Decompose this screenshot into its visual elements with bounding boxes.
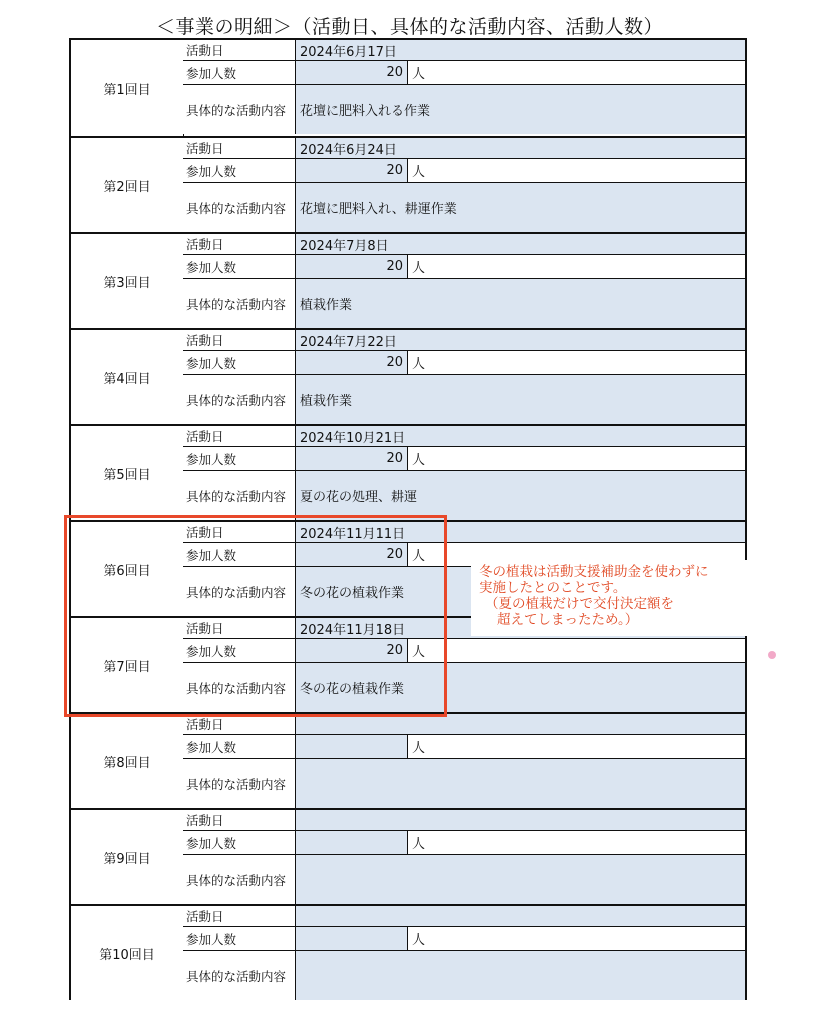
date-row [183, 810, 745, 831]
date-label: 活動日 [183, 906, 296, 927]
date-value[interactable] [296, 906, 745, 927]
participants-label: 参加人数 [183, 447, 296, 471]
date-value[interactable] [296, 714, 745, 735]
note-line-1: 冬の植栽は活動支援補助金を使わずに [479, 564, 709, 580]
content-value[interactable]: 花壇に肥料入れ、耕運作業 [296, 183, 745, 232]
date-label: 活動日 [183, 234, 296, 255]
content-label: 具体的な活動内容 [183, 279, 296, 328]
date-value[interactable]: 2024年11月11日 [296, 522, 745, 543]
participants-label: 参加人数 [183, 831, 296, 855]
date-label: 活動日 [183, 330, 296, 351]
date-label: 活動日 [183, 40, 296, 61]
participants-row [183, 735, 745, 759]
content-value[interactable]: 植栽作業 [296, 375, 745, 424]
date-row [183, 40, 745, 61]
participants-label: 参加人数 [183, 543, 296, 567]
content-row [183, 279, 745, 328]
participants-unit: 人 [408, 927, 745, 951]
participants-label: 参加人数 [183, 735, 296, 759]
session-label: 第5回目 [71, 426, 184, 520]
content-row [183, 183, 745, 232]
content-label: 具体的な活動内容 [183, 375, 296, 424]
date-row [183, 906, 745, 927]
date-label: 活動日 [183, 714, 296, 735]
content-row [183, 375, 745, 424]
session-block [71, 232, 745, 328]
participants-unit: 人 [408, 255, 745, 279]
content-label: 具体的な活動内容 [183, 663, 296, 712]
participants-unit: 人 [408, 159, 745, 183]
date-row [183, 714, 745, 735]
participants-unit: 人 [408, 831, 745, 855]
participants-unit: 人 [408, 639, 745, 663]
participants-label: 参加人数 [183, 639, 296, 663]
date-row [183, 522, 745, 543]
participants-row [183, 255, 745, 279]
date-value[interactable]: 2024年10月21日 [296, 426, 745, 447]
date-label: 活動日 [183, 618, 296, 639]
participants-row [183, 639, 745, 663]
date-row [183, 234, 745, 255]
participants-value[interactable]: 20 [296, 543, 408, 567]
content-value[interactable] [296, 951, 745, 1000]
content-label: 具体的な活動内容 [183, 759, 296, 808]
session-block [71, 136, 745, 232]
session-label: 第1回目 [71, 40, 184, 136]
date-value[interactable]: 2024年6月17日 [296, 40, 745, 61]
session-block [71, 40, 745, 136]
participants-unit: 人 [408, 61, 745, 85]
content-label: 具体的な活動内容 [183, 183, 296, 232]
date-row [183, 330, 745, 351]
participants-unit: 人 [408, 351, 745, 375]
content-value[interactable]: 花壇に肥料入れる作業 [296, 85, 745, 134]
participants-unit: 人 [408, 543, 745, 567]
page-title: ＜事業の明細＞（活動日、具体的な活動内容、活動人数） [155, 16, 663, 38]
participants-value[interactable] [296, 735, 408, 759]
participants-value[interactable]: 20 [296, 61, 408, 85]
content-value[interactable]: 植栽作業 [296, 279, 745, 328]
participants-value[interactable]: 20 [296, 159, 408, 183]
content-row [183, 85, 745, 134]
content-value[interactable]: 冬の花の植栽作業 [296, 567, 745, 616]
participants-label: 参加人数 [183, 351, 296, 375]
content-row [183, 951, 745, 1000]
session-block [71, 712, 745, 808]
date-value[interactable]: 2024年7月22日 [296, 330, 745, 351]
session-label: 第10回目 [71, 906, 184, 1000]
participants-unit: 人 [408, 735, 745, 759]
date-row [183, 426, 745, 447]
note-line-3: （夏の植栽だけで交付決定額を [485, 596, 674, 612]
participants-label: 参加人数 [183, 159, 296, 183]
date-value[interactable] [296, 810, 745, 831]
content-value[interactable] [296, 759, 745, 808]
note-line-4: 超えてしまったため。） [497, 612, 639, 628]
content-label: 具体的な活動内容 [183, 855, 296, 904]
date-row [183, 138, 745, 159]
date-value[interactable]: 2024年6月24日 [296, 138, 745, 159]
participants-label: 参加人数 [183, 61, 296, 85]
participants-value[interactable]: 20 [296, 351, 408, 375]
participants-label: 参加人数 [183, 255, 296, 279]
session-block [71, 328, 745, 424]
content-label: 具体的な活動内容 [183, 85, 296, 134]
date-value[interactable]: 2024年7月8日 [296, 234, 745, 255]
participants-value[interactable] [296, 927, 408, 951]
content-value[interactable]: 冬の花の植栽作業 [296, 663, 745, 712]
session-block [71, 424, 745, 520]
content-row [183, 759, 745, 808]
activity-table [69, 38, 747, 1000]
content-row [183, 663, 745, 712]
session-label: 第8回目 [71, 714, 184, 808]
content-row [183, 855, 745, 904]
session-label: 第3回目 [71, 234, 184, 328]
date-value[interactable]: 2024年11月18日 [296, 618, 745, 639]
participants-value[interactable]: 20 [296, 255, 408, 279]
participants-value[interactable]: 20 [296, 639, 408, 663]
participants-value[interactable] [296, 831, 408, 855]
date-label: 活動日 [183, 138, 296, 159]
participants-row [183, 927, 745, 951]
content-row [183, 471, 745, 520]
participants-row [183, 831, 745, 855]
date-label: 活動日 [183, 810, 296, 831]
session-label: 第4回目 [71, 330, 184, 424]
participants-row [183, 61, 745, 85]
note-line-2: 実施したとのことです。 [479, 580, 627, 596]
session-block [71, 808, 745, 904]
annotation-note [471, 560, 771, 636]
content-label: 具体的な活動内容 [183, 567, 296, 616]
content-label: 具体的な活動内容 [183, 471, 296, 520]
participants-row [183, 447, 745, 471]
content-label: 具体的な活動内容 [183, 951, 296, 1000]
session-label: 第9回目 [71, 810, 184, 904]
participants-row [183, 351, 745, 375]
session-label: 第7回目 [71, 618, 184, 712]
participants-unit: 人 [408, 447, 745, 471]
session-block [71, 904, 745, 1000]
date-label: 活動日 [183, 522, 296, 543]
session-label: 第6回目 [71, 522, 184, 616]
participants-value[interactable]: 20 [296, 447, 408, 471]
content-value[interactable]: 夏の花の処理、耕運 [296, 471, 745, 520]
session-label: 第2回目 [71, 138, 184, 232]
participants-row [183, 159, 745, 183]
pink-dot [768, 651, 776, 659]
date-label: 活動日 [183, 426, 296, 447]
content-value[interactable] [296, 855, 745, 904]
participants-label: 参加人数 [183, 927, 296, 951]
